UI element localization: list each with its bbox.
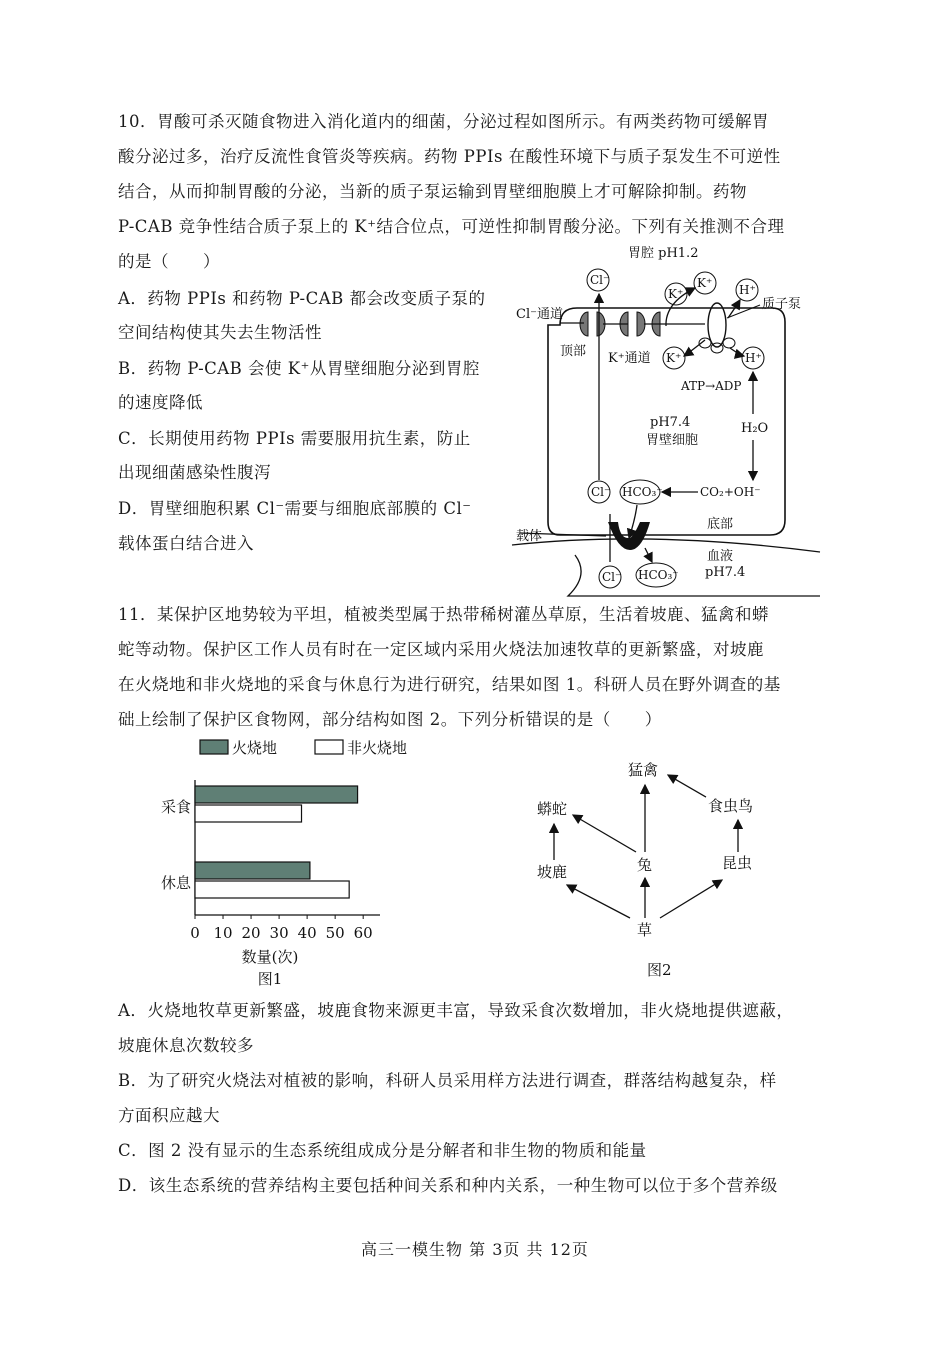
legend-swatch-0: [200, 740, 228, 754]
cell-name-label: 胃壁细胞: [646, 433, 699, 448]
proton-pump-label: 质子泵: [762, 297, 802, 312]
cell-ph-label: pH7.4: [650, 415, 691, 430]
q10-option-b: B．药物 P-CAB 会使 K⁺从胃壁细胞分泌到胃腔: [118, 359, 480, 378]
co2-label: CO₂+OH⁻: [700, 485, 761, 499]
blood-label: 血液: [707, 549, 734, 564]
node-raptor: 猛禽: [628, 761, 659, 779]
k-ion-lumen-1: [694, 272, 716, 294]
q11-option-b-cont: 方面积应越大: [118, 1106, 220, 1125]
svg-text:K⁺: K⁺: [666, 351, 682, 365]
q11-option-a-cont: 坡鹿休息次数较多: [118, 1036, 254, 1055]
bar-采食-0: [195, 786, 358, 803]
figure-2-food-web: [520, 740, 790, 990]
category-label-1: 休息: [160, 874, 191, 892]
q10-option-a-cont: 空间结构使其失去生物活性: [118, 323, 322, 342]
svg-text:K⁺: K⁺: [697, 276, 713, 290]
svg-text:Cl⁻: Cl⁻: [590, 273, 610, 287]
node-deer: 坡鹿: [537, 863, 568, 881]
q11-line-3: 在火烧地和非火烧地的采食与休息行为进行研究，结果如图 1。科研人员在野外调查的基: [118, 675, 781, 694]
bar-休息-0: [195, 862, 310, 879]
x-tick-label-3: 30: [269, 924, 289, 942]
svg-text:Cl⁻: Cl⁻: [591, 485, 611, 499]
page-footer: 高三一模生物 第 3页 共 12页: [361, 1240, 589, 1259]
q11-option-d: D．该生态系统的营养结构主要包括种间关系和种内关系，一种生物可以位于多个营养级: [118, 1176, 778, 1195]
node-python: 蟒蛇: [537, 800, 568, 818]
bar-休息-1: [195, 881, 349, 898]
x-tick-label-5: 50: [325, 924, 345, 942]
q10-option-b-cont: 的速度降低: [118, 393, 203, 412]
q10-line-5: 的是（ ）: [118, 252, 220, 271]
q11-line-2: 蛇等动物。保护区工作人员有时在一定区域内采用火烧法加速牧草的更新繁盛，对坡鹿: [118, 640, 764, 659]
carrier-label: 载体: [516, 529, 543, 544]
node-insectivorous-bird: 食虫鸟: [708, 797, 754, 815]
q11-option-c: C．图 2 没有显示的生态系统组成成分是分解者和非生物的物质和能量: [118, 1141, 647, 1160]
q10-option-c-cont: 出现细菌感染性腹泻: [118, 463, 271, 482]
figure-2-caption: 图2: [647, 961, 672, 979]
x-tick-label-2: 20: [241, 924, 261, 942]
cl-channel-label: Cl⁻通道: [516, 307, 563, 322]
svg-text:HCO₃⁻: HCO₃⁻: [638, 568, 679, 582]
x-tick-label-1: 10: [213, 924, 233, 942]
h2o-label: H₂O: [741, 421, 769, 436]
svg-text:HCO₃⁻: HCO₃⁻: [622, 485, 663, 499]
q10-option-d: D．胃壁细胞积累 Cl⁻需要与细胞底部膜的 Cl⁻: [118, 499, 472, 518]
legend-label-1: 非火烧地: [347, 739, 408, 757]
gastric-cell-diagram: [505, 240, 845, 600]
top-label: 顶部: [560, 344, 587, 359]
cl-ion-cell: [588, 481, 610, 503]
q10-line-1: 10．胃酸可杀灭随食物进入消化道内的细菌，分泌过程如图所示。有两类药物可缓解胃: [118, 112, 769, 131]
q11-option-a: A．火烧地牧草更新繁盛，坡鹿食物来源更丰富，导致采食次数增加，非火烧地提供遮蔽，: [118, 1001, 794, 1020]
svg-text:K⁺: K⁺: [668, 287, 684, 301]
k-channel-label: K⁺通道: [608, 351, 651, 366]
h-ion-lumen: [736, 279, 758, 301]
q10-option-a: A．药物 PPIs 和药物 P-CAB 都会改变质子泵的: [118, 289, 486, 308]
bar-采食-1: [195, 805, 302, 822]
x-axis-label: 数量(次): [241, 948, 299, 966]
bottom-label: 底部: [707, 517, 734, 532]
k-ion-cell: [663, 347, 685, 369]
svg-text:H⁺: H⁺: [739, 283, 756, 297]
q10-line-2: 酸分泌过多，治疗反流性食管炎等疾病。药物 PPIs 在酸性环境下与质子泵发生不可逆性: [118, 147, 781, 166]
node-insect: 昆虫: [722, 854, 753, 872]
cl-ion-lumen: [587, 269, 609, 291]
lumen-label: 胃腔 pH1.2: [628, 246, 699, 261]
proton-pump: [699, 303, 760, 353]
svg-text:H⁺: H⁺: [745, 351, 762, 365]
cl-ion-blood: [599, 566, 621, 588]
q11-line-1: 11．某保护区地势较为平坦，植被类型属于热带稀树灌丛草原，生活着坡鹿、猛禽和蟒: [118, 605, 769, 624]
q11-option-b: B．为了研究火烧法对植被的影响，科研人员采用样方法进行调查，群落结构越复杂，样: [118, 1071, 777, 1090]
legend-swatch-1: [315, 740, 343, 754]
q11-line-4: 础上绘制了保护区食物网，部分结构如图 2。下列分析错误的是（ ）: [118, 710, 662, 729]
x-tick-label-0: 0: [190, 924, 200, 942]
figure-1-bar-chart: [150, 730, 408, 995]
hco3-ion-cell: [620, 480, 663, 504]
node-grass: 草: [637, 921, 653, 939]
cl-channel: [580, 312, 605, 336]
q10-option-d-cont: 载体蛋白结合进入: [118, 534, 254, 553]
node-rabbit: 兔: [637, 856, 653, 874]
legend-label-0: 火烧地: [232, 739, 278, 757]
hco3-ion-blood: [636, 563, 679, 587]
svg-text:Cl⁻: Cl⁻: [602, 570, 622, 584]
q10-line-4: P-CAB 竞争性结合质子泵上的 K⁺结合位点，可逆性抑制胃酸分泌。下列有关推测不合理: [118, 217, 785, 236]
figure-1-caption: 图1: [257, 970, 283, 988]
q10-line-3: 结合，从而抑制胃酸的分泌，当新的质子泵运输到胃壁细胞膜上才可解除抑制。药物: [118, 182, 747, 201]
q10-option-c: C．长期使用药物 PPIs 需要服用抗生素，防止: [118, 429, 471, 448]
category-label-0: 采食: [160, 798, 191, 816]
h-ion-cell: [742, 347, 764, 369]
atp-label: ATP→ADP: [681, 379, 742, 393]
x-tick-label-4: 40: [297, 924, 317, 942]
x-tick-label-6: 60: [353, 924, 373, 942]
blood-ph-label: pH7.4: [705, 565, 746, 580]
